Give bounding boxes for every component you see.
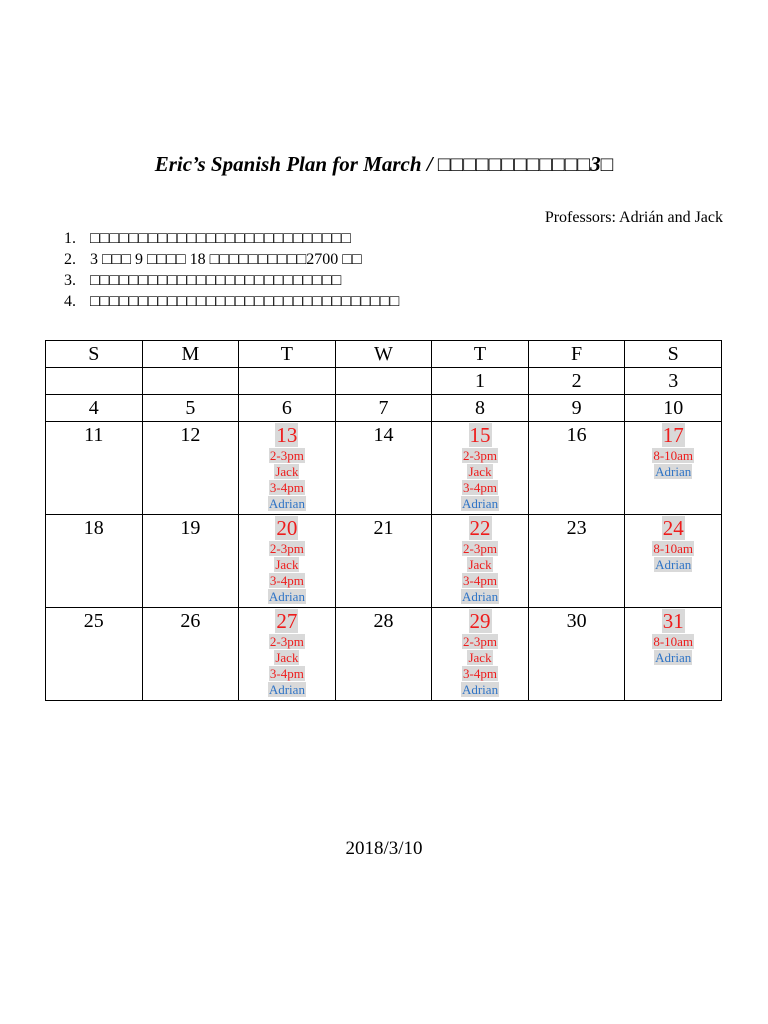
lesson-teacher: Adrian bbox=[268, 496, 305, 511]
day-cell bbox=[142, 608, 239, 701]
weekday-header: M bbox=[142, 341, 239, 368]
note-text: □□□□□□□□□□□□□□□□□□□□□□□□□□□ bbox=[90, 230, 351, 247]
calendar-table bbox=[45, 340, 722, 701]
day-cell bbox=[528, 368, 625, 395]
note-text: □□□□□□□□□□□□□□□□□□□□□□□□□□□□□□□□ bbox=[90, 293, 400, 310]
lesson-day-number: 29 bbox=[469, 609, 491, 633]
lesson-day-number: 15 bbox=[469, 423, 491, 447]
lesson-teacher: Adrian bbox=[655, 557, 692, 572]
day-number: 25 bbox=[83, 610, 104, 632]
week-row bbox=[46, 515, 722, 608]
note-item bbox=[64, 270, 399, 291]
note-item bbox=[64, 291, 399, 312]
day-number: 7 bbox=[378, 397, 389, 419]
day-cell bbox=[46, 608, 143, 701]
note-number: 3. bbox=[64, 272, 76, 289]
note-text: □□□□□□□□□□□□□□□□□□□□□□□□□□ bbox=[90, 272, 342, 289]
day-cell bbox=[528, 395, 625, 422]
weekday-header: T bbox=[239, 341, 336, 368]
day-number: 28 bbox=[373, 610, 394, 632]
lesson-day-cell bbox=[625, 422, 722, 515]
note-number: 2. bbox=[64, 251, 76, 268]
weekday-header: S bbox=[46, 341, 143, 368]
day-cell bbox=[528, 515, 625, 608]
day-number: 4 bbox=[88, 397, 99, 419]
lesson-time: 2-3pm bbox=[269, 634, 304, 649]
lesson-day-cell bbox=[239, 608, 336, 701]
day-number: 1 bbox=[475, 370, 486, 392]
day-number: 2 bbox=[571, 370, 582, 392]
document-title: Eric’s Spanish Plan for March / □□□□□□□□□□□□3□ bbox=[154, 152, 614, 176]
lesson-teacher: Jack bbox=[275, 557, 299, 572]
day-number: 23 bbox=[566, 517, 587, 539]
lesson-time: 3-4pm bbox=[269, 480, 304, 495]
day-cell bbox=[142, 395, 239, 422]
day-number: 21 bbox=[373, 517, 394, 539]
day-cell bbox=[528, 608, 625, 701]
day-cell bbox=[432, 395, 529, 422]
lesson-teacher: Adrian bbox=[268, 682, 305, 697]
lesson-teacher: Adrian bbox=[655, 650, 692, 665]
lesson-day-cell bbox=[432, 422, 529, 515]
day-cell bbox=[46, 368, 143, 395]
lesson-time: 8-10am bbox=[653, 634, 694, 649]
lesson-day-cell bbox=[432, 608, 529, 701]
day-number: 26 bbox=[180, 610, 201, 632]
day-cell bbox=[625, 395, 722, 422]
day-cell bbox=[335, 395, 432, 422]
lesson-day-cell bbox=[239, 422, 336, 515]
lesson-day-number: 13 bbox=[276, 423, 298, 447]
lesson-day-number: 22 bbox=[469, 516, 491, 540]
lesson-time: 8-10am bbox=[653, 541, 694, 556]
lesson-time: 2-3pm bbox=[463, 448, 497, 463]
lesson-day-number: 17 bbox=[662, 423, 684, 447]
day-number: 11 bbox=[84, 424, 104, 446]
lesson-teacher: Jack bbox=[275, 464, 299, 479]
day-cell bbox=[142, 422, 239, 515]
lesson-day-number: 27 bbox=[276, 609, 298, 633]
lesson-teacher: Adrian bbox=[655, 464, 692, 479]
document-date: 2018/3/10 bbox=[345, 838, 423, 859]
day-cell bbox=[625, 368, 722, 395]
day-number: 16 bbox=[566, 424, 587, 446]
lesson-teacher: Jack bbox=[275, 650, 299, 665]
day-cell bbox=[432, 368, 529, 395]
day-cell bbox=[46, 395, 143, 422]
lesson-teacher: Adrian bbox=[461, 589, 499, 604]
day-number: 6 bbox=[281, 397, 292, 419]
lesson-day-cell bbox=[625, 608, 722, 701]
lesson-time: 2-3pm bbox=[463, 541, 497, 556]
day-number: 10 bbox=[663, 397, 684, 419]
day-number: 5 bbox=[185, 397, 196, 419]
day-number: 9 bbox=[571, 397, 582, 419]
lesson-time: 2-3pm bbox=[463, 634, 497, 649]
note-text: 3 □□□ 9 □□□□ 18 □□□□□□□□□□2700 □□ bbox=[90, 251, 362, 268]
note-number: 4. bbox=[64, 293, 76, 310]
lesson-teacher: Adrian bbox=[461, 496, 499, 511]
lesson-day-number: 20 bbox=[276, 516, 298, 540]
professors-line: Professors: Adrián and Jack bbox=[544, 209, 723, 226]
day-cell bbox=[335, 368, 432, 395]
day-number: 12 bbox=[180, 424, 201, 446]
day-number: 3 bbox=[668, 370, 679, 392]
day-cell bbox=[142, 368, 239, 395]
day-cell bbox=[239, 395, 336, 422]
day-cell bbox=[239, 368, 336, 395]
week-row bbox=[46, 395, 722, 422]
lesson-teacher: Adrian bbox=[461, 682, 499, 697]
lesson-time: 8-10am bbox=[653, 448, 694, 463]
day-number: 30 bbox=[566, 610, 587, 632]
day-number: 14 bbox=[373, 424, 394, 446]
day-number: 8 bbox=[475, 397, 486, 419]
lesson-teacher: Jack bbox=[468, 464, 492, 479]
day-cell bbox=[528, 422, 625, 515]
lesson-day-cell bbox=[432, 515, 529, 608]
day-cell bbox=[335, 422, 432, 515]
day-cell bbox=[46, 515, 143, 608]
weekday-header-row bbox=[46, 341, 722, 368]
lesson-time: 3-4pm bbox=[463, 573, 497, 588]
day-cell bbox=[335, 515, 432, 608]
day-cell bbox=[46, 422, 143, 515]
day-cell bbox=[335, 608, 432, 701]
day-number: 19 bbox=[180, 517, 201, 539]
note-item bbox=[64, 228, 399, 249]
day-cell bbox=[142, 515, 239, 608]
lesson-teacher: Jack bbox=[468, 557, 492, 572]
weekday-header: W bbox=[335, 341, 432, 368]
lesson-time: 3-4pm bbox=[269, 573, 304, 588]
lesson-time: 2-3pm bbox=[269, 448, 304, 463]
notes-list bbox=[64, 228, 399, 312]
lesson-time: 3-4pm bbox=[463, 666, 497, 681]
week-row bbox=[46, 368, 722, 395]
lesson-day-cell bbox=[239, 515, 336, 608]
week-row bbox=[46, 608, 722, 701]
weekday-header: T bbox=[432, 341, 529, 368]
lesson-time: 3-4pm bbox=[463, 480, 497, 495]
week-row bbox=[46, 422, 722, 515]
weekday-header: F bbox=[528, 341, 625, 368]
lesson-day-number: 31 bbox=[662, 609, 684, 633]
lesson-teacher: Jack bbox=[468, 650, 492, 665]
weekday-header: S bbox=[625, 341, 722, 368]
day-number: 18 bbox=[83, 517, 104, 539]
lesson-day-cell bbox=[625, 515, 722, 608]
lesson-time: 3-4pm bbox=[269, 666, 304, 681]
note-item bbox=[64, 249, 399, 270]
lesson-teacher: Adrian bbox=[268, 589, 305, 604]
note-number: 1. bbox=[64, 230, 76, 247]
lesson-day-number: 24 bbox=[662, 516, 684, 540]
lesson-time: 2-3pm bbox=[269, 541, 304, 556]
